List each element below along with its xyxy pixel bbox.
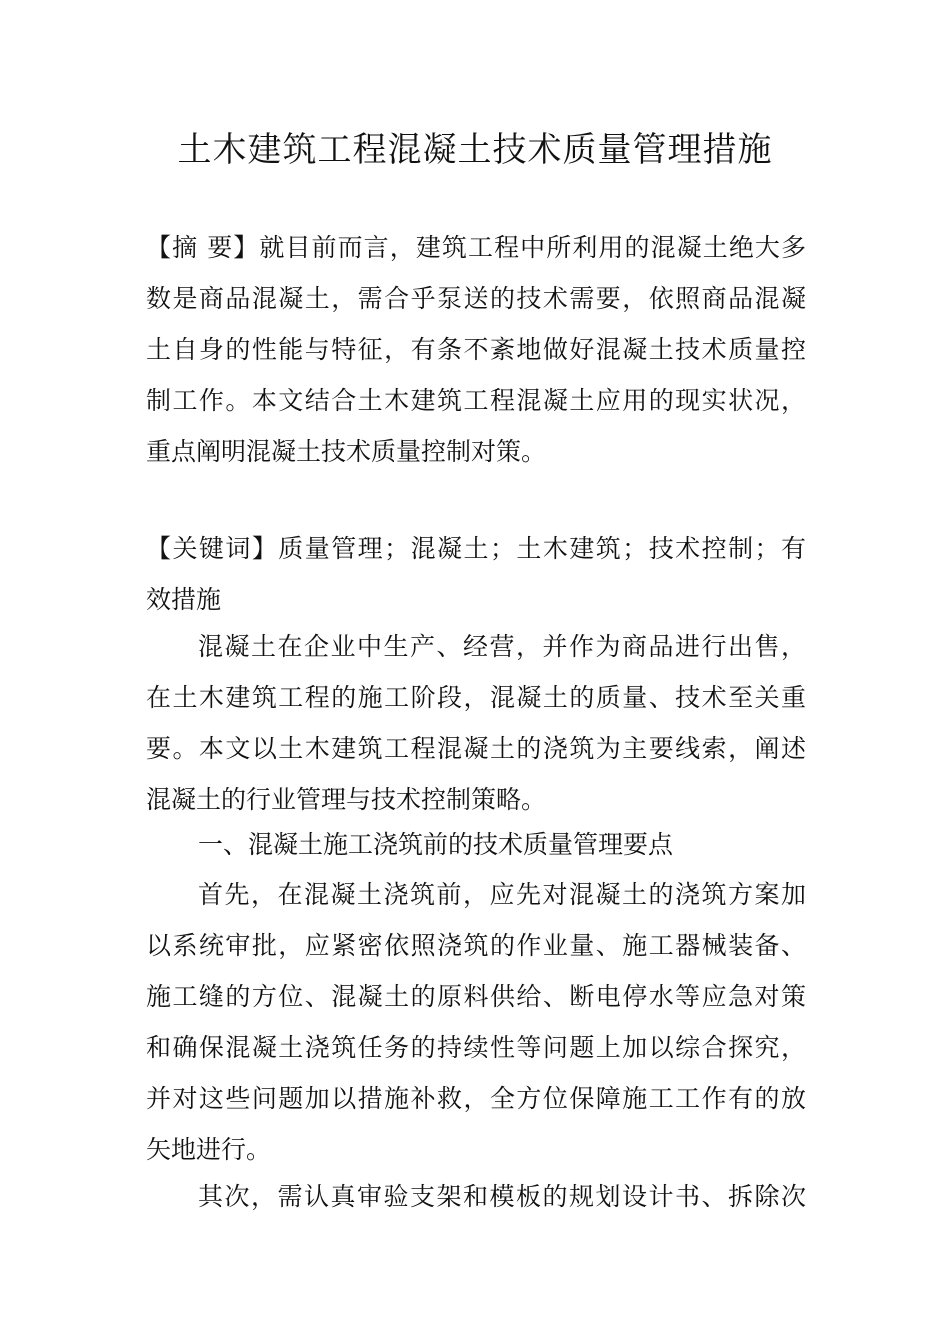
intro-paragraph	[146, 621, 806, 825]
intro-line: 混凝土在企业中生产、经营，并作为商品进行出售，	[198, 632, 806, 661]
section1-paragraph1	[146, 869, 806, 1175]
body-line: 施工缝的方位、混凝土的原料供给、断电停水等应急对策	[146, 982, 806, 1011]
body-line: 首先，在混凝土浇筑前，应先对混凝土的浇筑方案加	[198, 880, 806, 909]
section-heading	[146, 819, 806, 870]
section-heading-text: 一、混凝土施工浇筑前的技术质量管理要点	[198, 830, 674, 859]
intro-line: 混凝土的行业管理与技术控制策略。	[146, 785, 547, 814]
section1-paragraph2	[146, 1171, 806, 1222]
keywords-line: 效措施	[146, 585, 222, 614]
abstract-line: 【摘 要】就目前而言，建筑工程中所利用的混凝土绝大多	[146, 233, 806, 262]
body-line: 其次，需认真审验支架和模板的规划设计书、拆除次	[198, 1182, 806, 1211]
keywords-line: 【关键词】质量管理；混凝土；土木建筑；技术控制；有	[146, 534, 806, 563]
abstract-paragraph	[146, 222, 806, 477]
body-line: 以系统审批，应紧密依照浇筑的作业量、施工器械装备、	[146, 931, 806, 960]
body-line: 和确保混凝土浇筑任务的持续性等问题上加以综合探究，	[146, 1033, 806, 1062]
abstract-line: 土自身的性能与特征，有条不紊地做好混凝土技术质量控	[146, 335, 806, 364]
abstract-line: 制工作。本文结合土木建筑工程混凝土应用的现实状况，	[146, 386, 806, 415]
body-line: 并对这些问题加以措施补救，全方位保障施工工作有的放	[146, 1084, 806, 1113]
document-title: 土木建筑工程混凝土技术质量管理措施	[177, 130, 773, 170]
intro-line: 在土木建筑工程的施工阶段，混凝土的质量、技术至关重	[146, 683, 806, 712]
keywords-paragraph	[146, 523, 806, 625]
intro-line: 要。本文以土木建筑工程混凝土的浇筑为主要线索，阐述	[146, 734, 806, 763]
abstract-line: 重点阐明混凝土技术质量控制对策。	[146, 437, 547, 466]
abstract-line: 数是商品混凝土，需合乎泵送的技术需要，依照商品混凝	[146, 284, 806, 313]
body-line: 矢地进行。	[146, 1135, 272, 1164]
